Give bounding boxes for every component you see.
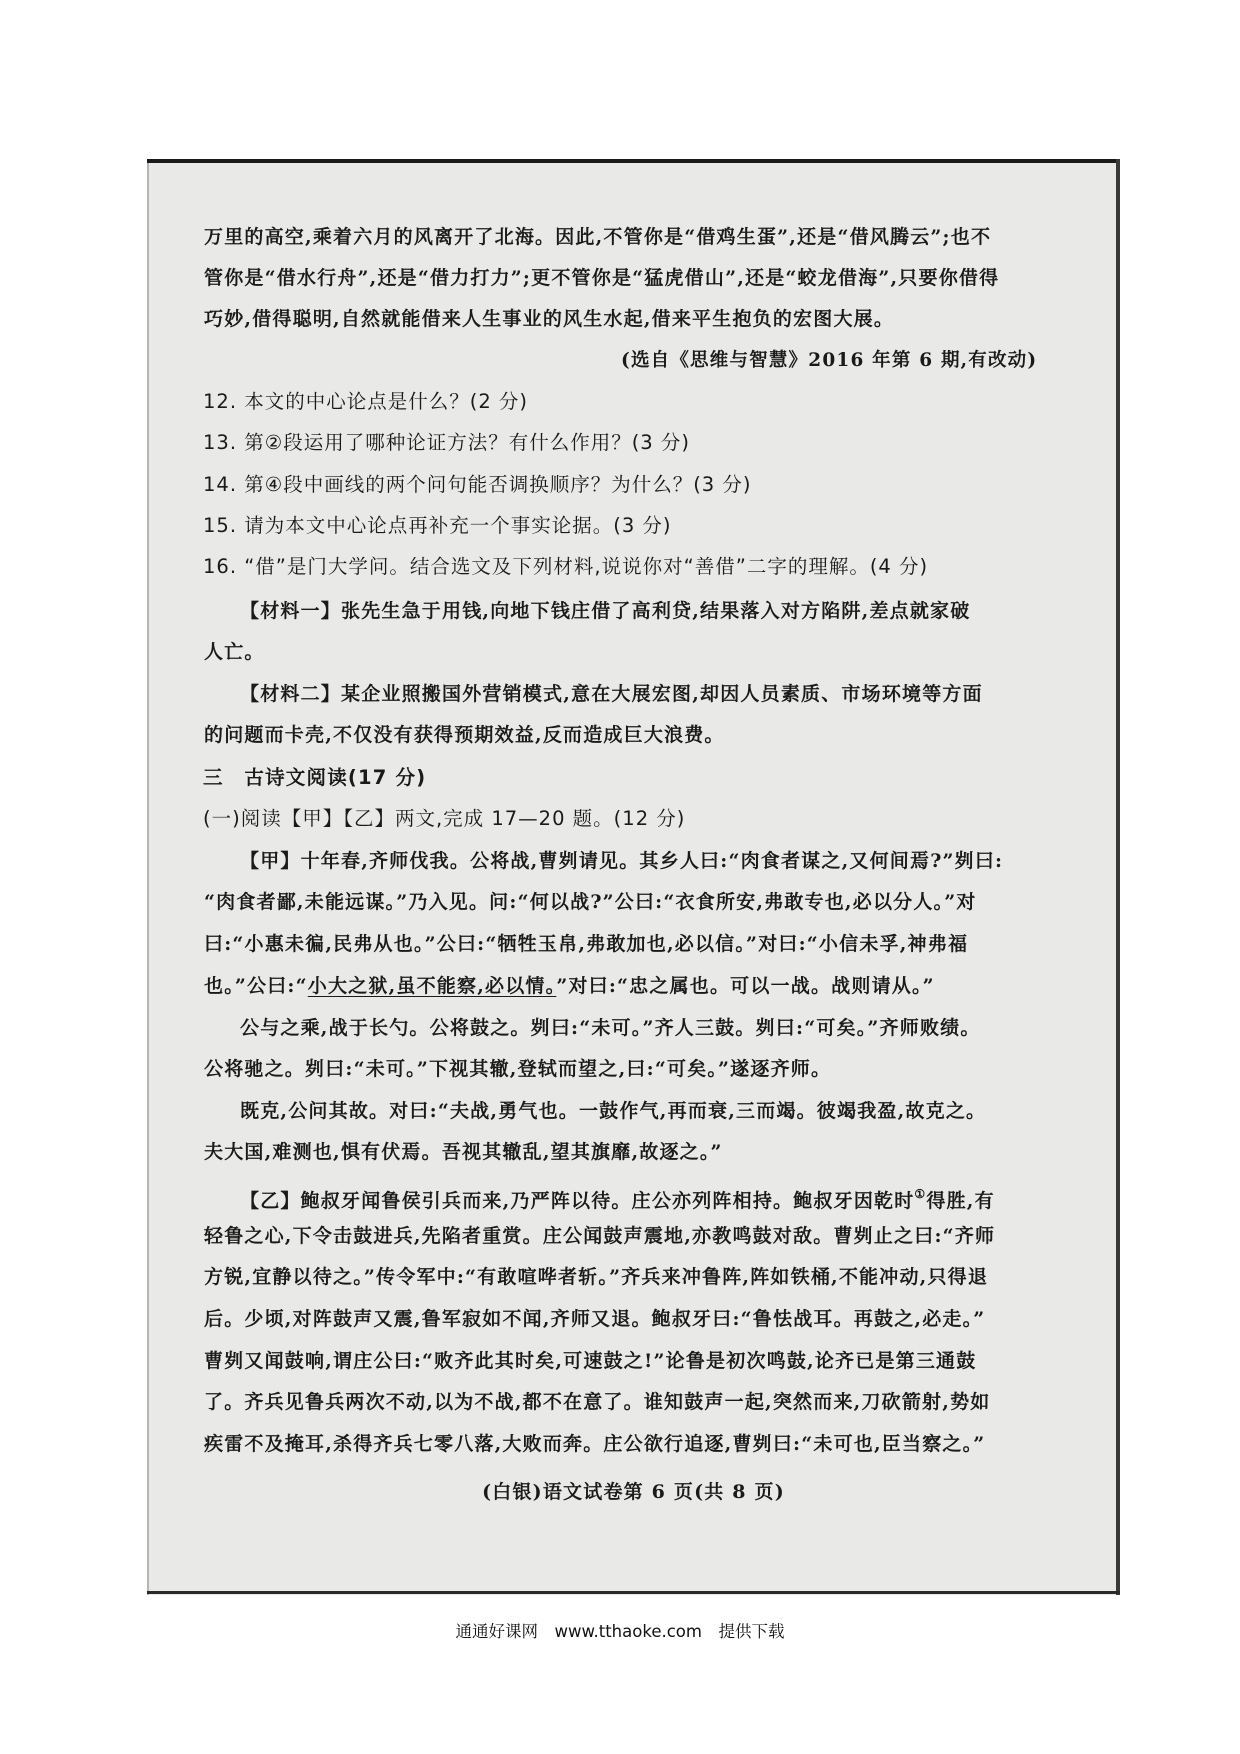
jia-line: 【甲】十年春,齐师伐我。公将战,曹刿请见。其乡人曰:“肉食者谋之,又何间焉?”刿曰: [240, 850, 1004, 872]
yi-line-footnote [240, 1174, 995, 1221]
question-12: 12. 本文的中心论点是什么？(2 分) [203, 390, 529, 413]
subsection-title: (一)阅读【甲】【乙】两文,完成 17—20 题。(12 分) [203, 807, 686, 830]
yi-line: 疾雷不及掩耳,杀得齐兵七零八落,大败而奔。庄公欲行追逐,曹刿曰:“未可也,臣当察之。” [204, 1433, 986, 1455]
jia-line: 曰:“小惠未徧,民弗从也。”公曰:“牺牲玉帛,弗敢加也,必以信。”对曰:“小信未孚,神弗福 [204, 933, 969, 955]
jia-text: ”对曰:“忠之属也。可以一战。战则请从。” [556, 975, 935, 997]
yi-line: 轻鲁之心,下令击鼓进兵,先陷者重赏。庄公闻鼓声震地,亦教鸣鼓对敌。曹刿止之曰:“齐师 [204, 1225, 996, 1247]
question-14: 14. 第④段中画线的两个问句能否调换顺序？为什么？(3 分) [203, 473, 752, 496]
jia-line: 公将驰之。刿曰:“未可。”下视其辙,登轼而望之,曰:“可矣。”遂逐齐师。 [204, 1058, 832, 1080]
material-one-line: 人亡。 [204, 641, 265, 663]
section-title: 三 古诗文阅读(17 分) [203, 766, 427, 789]
footnote-marker: ① [914, 1187, 927, 1201]
passage-line: 万里的高空,乘着六月的风离开了北海。因此,不管你是“借鸡生蛋”,还是“借风腾云”;也不 [204, 226, 992, 248]
jia-text: 也。”公曰:“ [204, 975, 308, 997]
scan-bottom-border [147, 1591, 1120, 1594]
yi-text: 【乙】鲍叔牙闻鲁侯引兵而来,乃严阵以待。庄公亦列阵相持。鲍叔牙因乾时 [240, 1190, 915, 1212]
yi-line: 方锐,宜静以待之。”传令军中:“有敢喧哗者斩。”齐兵来冲鲁阵,阵如铁桶,不能冲动,只得退 [204, 1266, 989, 1288]
yi-line: 后。少顷,对阵鼓声又震,鲁军寂如不闻,齐师又退。鲍叔牙曰:“鲁怯战耳。再鼓之,必走。” [204, 1308, 986, 1330]
jia-line-underlined [204, 966, 935, 1006]
jia-line: 公与之乘,战于长勺。公将鼓之。刿曰:“未可。”齐人三鼓。刿曰:“可矣。”齐师败绩。 [240, 1017, 981, 1039]
jia-line: “肉食者鄙,未能远谋。”乃入见。问:“何以战?”公曰:“衣食所安,弗敢专也,必以分人。”对 [204, 891, 977, 913]
jia-line: 夫大国,难测也,惧有伏焉。吾视其辙乱,望其旗靡,故逐之。” [204, 1141, 723, 1163]
yi-line: 了。齐兵见鲁兵两次不动,以为不战,都不在意了。谁知鼓声一起,突然而来,刀砍箭射,势如 [204, 1391, 991, 1413]
question-15: 15. 请为本文中心论点再补充一个事实论据。(3 分) [203, 514, 672, 537]
question-13: 13. 第②段运用了哪种论证方法？有什么作用？(3 分) [203, 431, 691, 454]
exam-page-content [147, 160, 1120, 1590]
material-two-line: 【材料二】某企业照搬国外营销模式,意在大展宏图,却因人员素质、市场环境等方面 [240, 683, 983, 705]
passage-line: 管你是“借水行舟”,还是“借力打力”;更不管你是“猛虎借山”,还是“蛟龙借海”,只要你借得 [204, 267, 1000, 289]
underlined-sentence: 小大之狱,虽不能察,必以情。 [307, 975, 557, 997]
passage-line: 巧妙,借得聪明,自然就能借来人生事业的风生水起,借来平生抱负的宏图大展。 [204, 308, 895, 330]
page-footer: (白银)语文试卷第 6 页(共 8 页) [482, 1481, 785, 1503]
material-two-line: 的问题而卡壳,不仅没有获得预期效益,反而造成巨大浪费。 [204, 724, 725, 746]
yi-line: 曹刿又闻鼓响,谓庄公曰:“败齐此其时矣,可速鼓之!”论鲁是初次鸣鼓,论齐已是第三通鼓 [204, 1350, 977, 1372]
material-one-line: 【材料一】张先生急于用钱,向地下钱庄借了高利贷,结果落入对方陷阱,差点就家破 [240, 600, 971, 622]
question-16: 16. “借”是门大学问。结合选文及下列材料,说说你对“善借”二字的理解。(4 分) [203, 555, 929, 578]
download-watermark: 通通好课网 www.tthaoke.com 提供下载 [455, 1622, 785, 1641]
jia-line: 既克,公问其故。对曰:“夫战,勇气也。一鼓作气,再而衰,三而竭。彼竭我盈,故克之。 [240, 1100, 987, 1122]
passage-source: (选自《思维与智慧》2016 年第 6 期,有改动) [621, 350, 1038, 371]
yi-text: 得胜,有 [926, 1190, 995, 1212]
